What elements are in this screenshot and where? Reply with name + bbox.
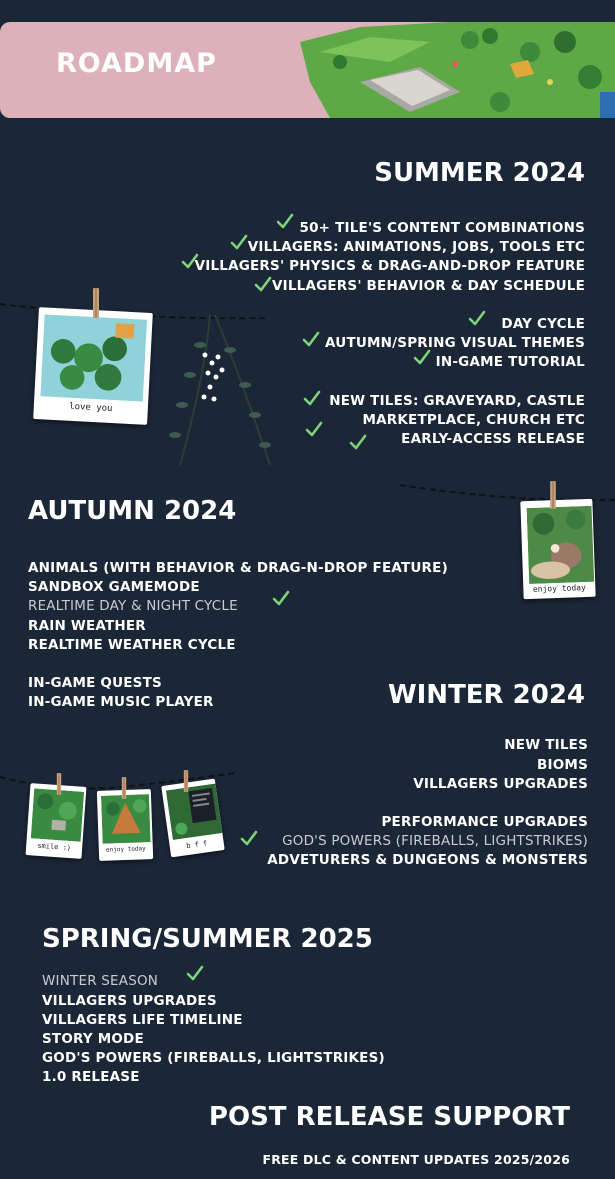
roadmap-banner (0, 22, 615, 118)
clothespin-icon (91, 288, 101, 318)
summer-item-5: DAY CYCLE (501, 316, 585, 332)
polaroid-photo-enjoy-today-2 (97, 789, 153, 861)
autumn-item-2: SANDBOX GAMEMODE (28, 579, 200, 595)
polaroid-caption: enjoy today (532, 583, 587, 594)
clothespin-icon (182, 770, 190, 792)
winter-item-3: VILLAGERS UPGRADES (413, 776, 588, 792)
spring-item-4: STORY MODE (42, 1031, 144, 1047)
winter-item-4: PERFORMANCE UPGRADES (381, 814, 588, 830)
summer-item-4: VILLAGERS' BEHAVIOR & DAY SCHEDULE (271, 278, 585, 294)
check-icon (349, 434, 367, 452)
check-icon (276, 213, 294, 231)
clothespin-icon (120, 777, 128, 799)
post-release-title: POST RELEASE SUPPORT (208, 1102, 570, 1132)
summer-item-7: IN-GAME TUTORIAL (435, 354, 585, 370)
spring-item-3: VILLAGERS LIFE TIMELINE (42, 1012, 243, 1028)
polaroid-caption: enjoy today (105, 845, 146, 854)
check-icon (302, 331, 320, 349)
game-screen-thumbnail (166, 784, 222, 840)
autumn-item-5: REALTIME WEATHER CYCLE (28, 637, 236, 653)
village-thumbnail (40, 314, 147, 401)
winter-item-2: BIOMS (537, 757, 588, 773)
autumn-item-7: IN-GAME MUSIC PLAYER (28, 694, 214, 710)
clothespin-icon (548, 481, 558, 509)
autumn-item-6: IN-GAME QUESTS (28, 675, 162, 691)
polaroid-caption: b f f (185, 839, 208, 851)
summer-2024-title: SUMMER 2024 (374, 158, 585, 188)
check-icon (413, 349, 431, 367)
winter-item-6: ADVETURERS & DUNGEONS & MONSTERS (267, 852, 588, 868)
spring-item-1: WINTER SEASON (42, 973, 159, 989)
summer-item-8: NEW TILES: GRAVEYARD, CASTLE (329, 393, 585, 409)
check-icon (305, 421, 323, 439)
island-thumbnail (31, 788, 84, 841)
clothespin-icon (55, 773, 63, 795)
summer-item-2: VILLAGERS: ANIMATIONS, JOBS, TOOLS ETC (247, 239, 585, 255)
check-icon (272, 590, 290, 608)
check-icon (468, 310, 486, 328)
spring-item-6: 1.0 RELEASE (42, 1069, 140, 1085)
vine-decoration (160, 315, 290, 475)
check-icon (303, 390, 321, 408)
autumn-item-1: ANIMALS (WITH BEHAVIOR & DRAG-N-DROP FEATURE) (28, 560, 448, 576)
autumn-item-3: REALTIME DAY & NIGHT CYCLE (28, 598, 238, 614)
polaroid-photo-love-you (33, 307, 153, 425)
spring-item-5: GOD'S POWERS (FIREBALLS, LIGHTSTRIKES) (42, 1050, 385, 1066)
summer-item-10: EARLY-ACCESS RELEASE (401, 431, 585, 447)
summer-item-3: VILLAGERS' PHYSICS & DRAG-AND-DROP FEATURE (194, 258, 585, 274)
winter-item-5: GOD'S POWERS (FIREBALLS, LIGHTSTRIKES) (282, 833, 588, 849)
check-icon (186, 965, 204, 983)
banner-title: ROADMAP (56, 48, 217, 79)
post-release-subtitle: FREE DLC & CONTENT UPDATES 2025/2026 (262, 1152, 570, 1167)
polaroid-caption: smile :) (37, 841, 72, 853)
summer-item-9: MARKETPLACE, CHURCH ETC (362, 412, 585, 428)
check-icon (230, 234, 248, 252)
creature-thumbnail (527, 506, 595, 584)
polaroid-photo-bff (161, 779, 224, 858)
tree-thumbnail (101, 794, 151, 844)
banner-island-illustration (300, 22, 615, 118)
autumn-2024-title: AUTUMN 2024 (28, 496, 237, 526)
check-icon (181, 253, 199, 271)
spring-summer-2025-title: SPRING/SUMMER 2025 (42, 924, 373, 954)
polaroid-caption: love you (68, 401, 113, 415)
summer-item-1: 50+ TILE'S CONTENT COMBINATIONS (299, 220, 585, 236)
winter-2024-title: WINTER 2024 (387, 680, 585, 710)
check-icon (240, 830, 258, 848)
autumn-item-4: RAIN WEATHER (28, 618, 146, 634)
polaroid-photo-enjoy-today (520, 499, 595, 599)
winter-item-1: NEW TILES (504, 737, 588, 753)
spring-item-2: VILLAGERS UPGRADES (42, 993, 217, 1009)
summer-item-6: AUTUMN/SPRING VISUAL THEMES (325, 335, 585, 351)
